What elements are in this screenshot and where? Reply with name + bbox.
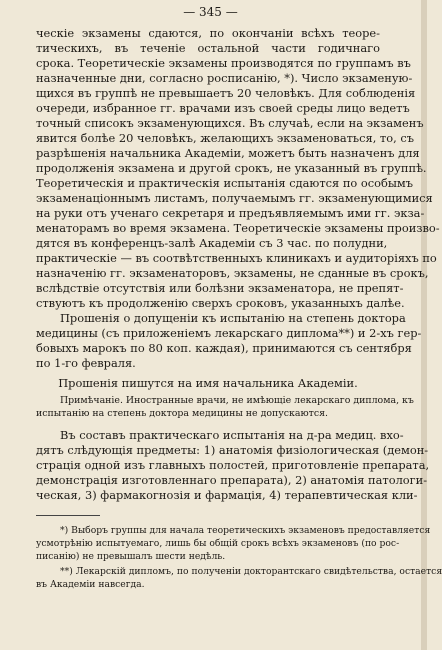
page-body [36, 26, 442, 591]
text-line: менаторамъ во время экзамена. Теоретическіе экзамены произво- [36, 221, 440, 235]
footnote-line: **) Лекарскій дипломъ, по полученіи докторантскаго свидѣтельства, остается [60, 566, 442, 577]
text-line: продолженія экзамена и другой срокъ, не указанный въ группѣ. [36, 161, 427, 175]
paragraph-petitions [36, 311, 422, 371]
text-line: бовыхъ марокъ по 80 коп. каждая), принимаются съ сентября [36, 341, 412, 355]
text-line: назначенію гг. экзаменаторовъ, экзамены, не сданные въ срокъ, [36, 266, 429, 280]
text-line: Прошенія о допущеніи къ испытанію на степень доктора [60, 311, 406, 325]
text-line: щихся въ группѣ не превышаетъ 20 человѣкъ. Для соблюденія [36, 86, 416, 100]
text-line: демонстрація изготовленнаго препарата), 2) анатомія патологи- [36, 473, 428, 487]
page-number: — 345 — [183, 5, 238, 19]
remark-line: Примѣчаніе. Иностранные врачи, не имѣющіе лекарскаго диплома, къ [60, 395, 414, 406]
footnote-line: писанію) не превышалъ шести недѣль. [36, 551, 226, 562]
text-line: очереди, избранное гг. врачами изъ своей среды лицо ведетъ [36, 101, 410, 115]
footnote-line: въ Академіи навсегда. [36, 579, 145, 590]
text-line: тическихъ, въ теченіе остальной части годичнаго [36, 41, 380, 55]
footnote-divider [36, 515, 100, 516]
paragraph-exams-order [36, 26, 440, 311]
text-line: дятъ слѣдующія предметы: 1) анатомія физіологическая (демон- [36, 443, 429, 457]
text-line: срока. Теоретическіе экзамены производятся по группамъ въ [36, 56, 411, 70]
text-line: точный списокъ экзаменующихся. Въ случаѣ, если на экзаменъ [36, 116, 424, 130]
footnote-line: *) Выборъ группы для начала теоретическихъ экзаменовъ предоставляется [60, 525, 431, 536]
text-line: явится болѣе 20 человѣкъ, желающихъ экзаменоваться, то, съ [36, 131, 414, 145]
text-line: медицины (съ приложеніемъ лекарскаго диплома**) и 2-хъ гер- [36, 326, 422, 340]
text-line: Въ составъ практическаго испытанія на д-ра медиц. вхо- [60, 428, 404, 442]
text-line: назначенные дни, согласно росписанію, *). Число экзаменую- [36, 71, 413, 85]
text-line: на руки отъ ученаго секретаря и предъявляемымъ ими гг. экза- [36, 206, 425, 220]
footnote-line: усмотрѣнію испытуемаго, лишь бы общій срокъ всѣхъ экзаменовъ (по рос- [36, 538, 400, 549]
text-line: разрѣшенія начальника Академіи, можетъ быть назначенъ для [36, 146, 420, 160]
centered-notice: Прошенія пишутся на имя начальника Академіи. [58, 376, 358, 390]
paragraph-practical-exam [36, 428, 430, 503]
text-line: дятся въ конференцъ-залѣ Академіи съ 3 час. по полудни, [36, 236, 388, 250]
text-line: ческая, 3) фармакогнозія и фармація, 4) терапевтическая кли- [36, 488, 418, 502]
text-line: практическіе — въ соотвѣтственныхъ клиникахъ и аудиторіяхъ по [36, 251, 437, 265]
text-line: вслѣдствіе отсутствія или болѣзни экзаменатора, не препят- [36, 281, 404, 295]
remark-block [36, 394, 414, 420]
text-line: экзаменаціоннымъ листамъ, получаемымъ гг. экзаменующимися [36, 191, 433, 205]
remark-line: испытанію на степень доктора медицины не допускаются. [36, 408, 328, 419]
text-line: по 1-го февраля. [36, 356, 136, 370]
text-line: ческіе экзамены сдаются, по окончаніи всѣхъ теоре- [36, 26, 380, 40]
text-line: страція одной изъ главныхъ полостей, приготовленіе препарата, [36, 458, 430, 472]
text-line: Теоретическія и практическія испытанія сдаются по особымъ [36, 176, 414, 190]
footnote-1 [36, 524, 431, 563]
text-line: ствуютъ къ продолженію сверхъ сроковъ, указанныхъ далѣе. [36, 296, 405, 310]
footnote-2 [36, 565, 442, 591]
